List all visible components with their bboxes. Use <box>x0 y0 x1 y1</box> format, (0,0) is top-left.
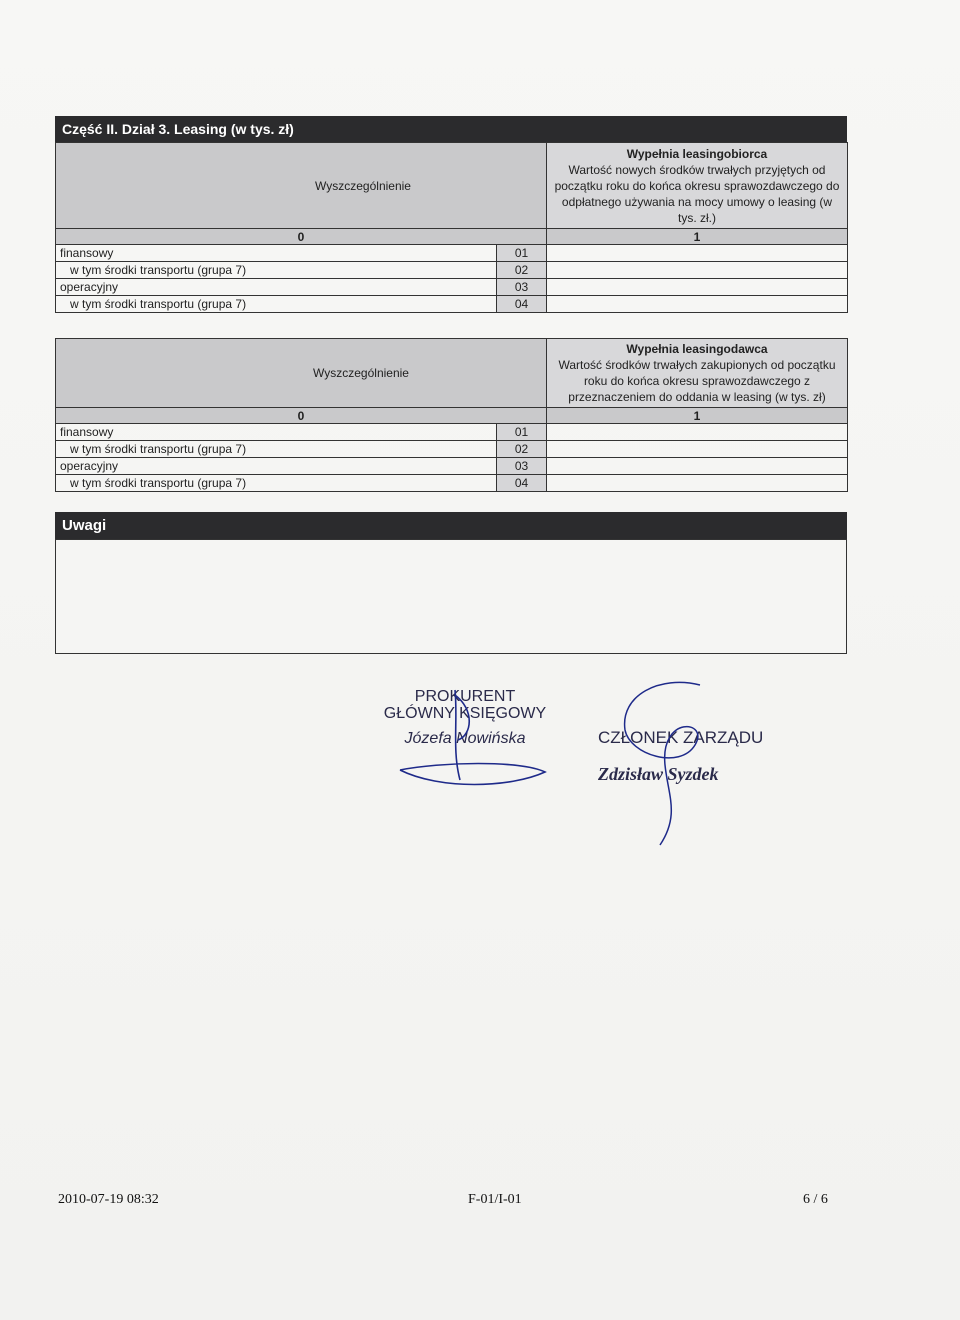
table-row <box>56 262 848 279</box>
row-code: 01 <box>497 424 547 441</box>
row-code: 01 <box>497 245 547 262</box>
row-code: 03 <box>497 279 547 296</box>
row-label: w tym środki transportu (grupa 7) <box>56 296 497 313</box>
value-field[interactable] <box>547 245 848 262</box>
header-wyszczegolnienie: Wyszczególnienie <box>56 143 547 229</box>
row-label: w tym środki transportu (grupa 7) <box>56 262 497 279</box>
value-field[interactable] <box>547 262 848 279</box>
table-row <box>56 441 848 458</box>
stamp-left-role2: GŁÓWNY KSIĘGOWY <box>383 705 547 722</box>
leasing-table-lessee <box>55 142 848 313</box>
header-lessor-title: Wypełnia leasingodawca <box>626 342 768 356</box>
column-number-0: 0 <box>56 408 547 424</box>
header-wyszczegolnienie: Wyszczególnienie <box>56 339 547 408</box>
header-lessee-desc: Wartość nowych środków trwałych przyjętych od początku roku do końca okresu sprawozdawczego do odpłatnego używania na mocy umowy o leasing (w tys. zł.) <box>554 162 840 225</box>
value-field[interactable] <box>547 475 848 492</box>
row-code: 02 <box>497 262 547 279</box>
value-field[interactable] <box>547 296 848 313</box>
uwagi-title: Uwagi <box>55 512 847 539</box>
row-label: operacyjny <box>56 458 497 475</box>
section-title: Część II. Dział 3. Leasing (w tys. zł) <box>55 116 847 142</box>
row-label: w tym środki transportu (grupa 7) <box>56 441 497 458</box>
leasing-table-lessor <box>55 338 848 492</box>
stamp-left-role: PROKURENT <box>414 688 516 705</box>
header-lessee-title: Wypełnia leasingobiorca <box>626 146 768 161</box>
table-row <box>56 475 848 492</box>
value-field[interactable] <box>547 441 848 458</box>
row-code: 03 <box>497 458 547 475</box>
footer-form-id: F-01/I-01 <box>468 1192 522 1207</box>
column-number-1: 1 <box>547 408 848 424</box>
header-lessee <box>547 143 848 229</box>
stamp-right-role: CZŁONEK ZARZĄDU <box>598 728 764 747</box>
header-lessor <box>547 339 848 408</box>
stamp-left-name: Józefa Nowińska <box>404 730 526 747</box>
row-label: finansowy <box>56 245 497 262</box>
row-code: 04 <box>497 475 547 492</box>
table-row <box>56 245 848 262</box>
row-label: finansowy <box>56 424 497 441</box>
row-label: operacyjny <box>56 279 497 296</box>
signature-left <box>380 680 560 800</box>
column-number-0: 0 <box>56 229 547 245</box>
value-field[interactable] <box>547 279 848 296</box>
header-lessor-desc: Wartość środków trwałych zakupionych od początku roku do końca okresu sprawozdawczego z przeznaczeniem do oddania w leasing (w tys. zł) <box>558 358 836 404</box>
signature-right <box>600 675 740 855</box>
column-number-1: 1 <box>547 229 848 245</box>
row-code: 04 <box>497 296 547 313</box>
footer-timestamp: 2010-07-19 08:32 <box>58 1192 159 1207</box>
table-row <box>56 458 848 475</box>
row-code: 02 <box>497 441 547 458</box>
table-row <box>56 296 848 313</box>
footer-page-number: 6 / 6 <box>803 1192 828 1207</box>
table-row <box>56 424 848 441</box>
stamp-right-name: Zdzisław Syzdek <box>598 764 719 784</box>
value-field[interactable] <box>547 458 848 475</box>
table-row <box>56 279 848 296</box>
row-label: w tym środki transportu (grupa 7) <box>56 475 497 492</box>
value-field[interactable] <box>547 424 848 441</box>
uwagi-field[interactable] <box>55 539 847 654</box>
